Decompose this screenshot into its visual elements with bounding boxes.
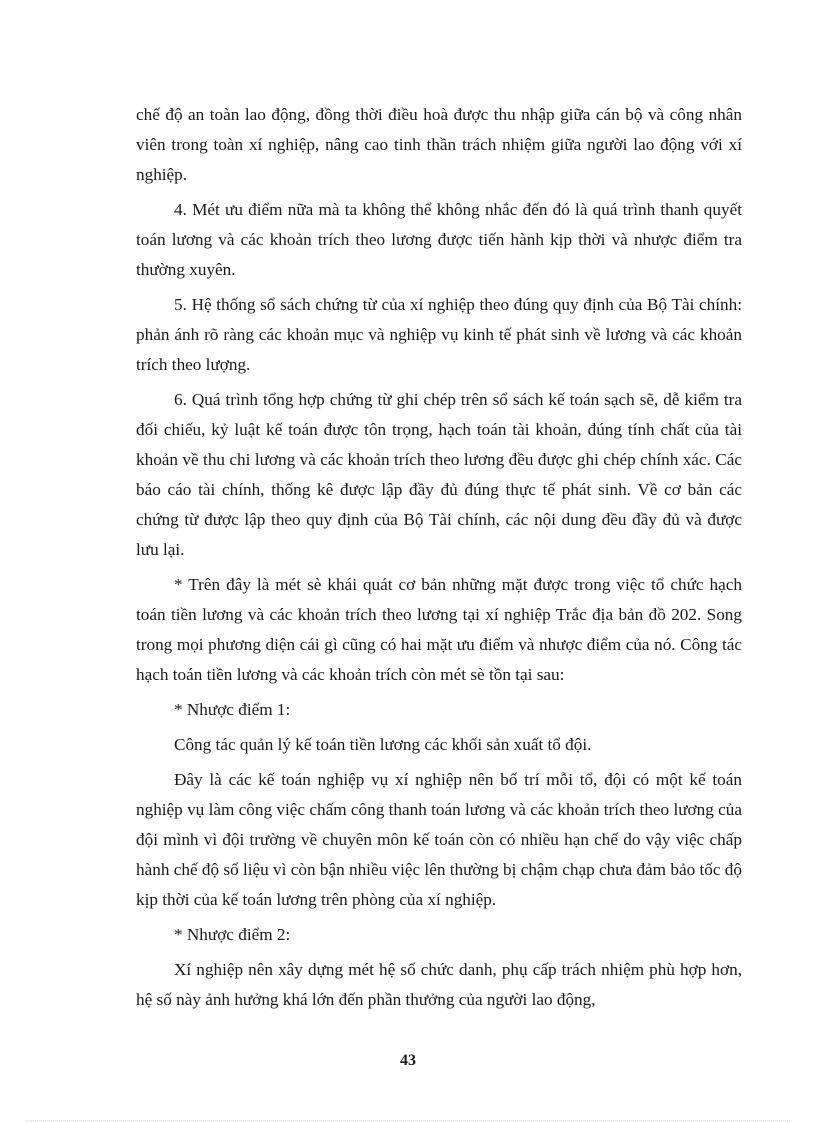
- paragraph-5: * Trên đây là mét sè khái quát cơ bản những mặt được trong việc tổ chức hạch toán tiền lương và các khoản trích theo lương tại xí nghiệp Trắc địa bản đồ 202. Song trong mọi phương diện cái gì cũng có hai mặt ưu điểm và nhược điểm của nó. Công tác hạch toán tiền lương và các khoản trích còn mét sè tồn tại sau:: [136, 575, 742, 684]
- paragraph-9: * Nhược điểm 2:: [174, 925, 291, 944]
- page-bottom-divider: [26, 1120, 790, 1121]
- paragraph-8: Đây là các kế toán nghiệp vụ xí nghiệp nên bố trí mỗi tổ, đội có một kế toán nghiệp vụ làm công việc chấm công thanh toán lương và các khoản trích theo lương của đội mình vì đội trường về chuyên môn kế toán còn có nhiều hạn chế do vậy việc chấp hành chế độ số liệu vì còn bận nhiều việc lên thường bị chậm chạp chưa đảm bảo tốc độ kịp thời của kế toán lương trên phòng của xí nghiệp.: [136, 770, 742, 909]
- paragraph-4: 6. Quá trình tổng hợp chứng từ ghi chép trên sổ sách kế toán sạch sẽ, dễ kiểm tra đối chiếu, kỷ luật kế toán được tôn trọng, hạch toán tài khoản, đúng tính chất của tài khoản về thu chi lương và các khoản trích theo lương đều được ghi chép chính xác. Các báo cáo tài chính, thống kê được lập đầy đủ đúng thực tế phát sinh. Về cơ bản các chứng từ được lập theo quy định của Bộ Tài chính, các nội dung đều đầy đủ và được lưu lại.: [136, 390, 742, 559]
- paragraph-10: Xí nghiệp nên xây dựng mét hệ số chức danh, phụ cấp trách nhiệm phù hợp hơn, hệ số này ảnh hưởng khá lớn đến phần thưởng của người lao động,: [136, 960, 742, 1009]
- page-number: 43: [400, 1052, 416, 1069]
- paragraph-6: * Nhược điểm 1:: [174, 700, 291, 719]
- paragraph-2: 4. Mét ưu điểm nữa mà ta không thể không nhắc đến đó là quá trình thanh quyết toán lương và các khoản trích theo lương được tiến hành kịp thời và nhược điểm tra thường xuyên.: [136, 200, 742, 279]
- body-text: [136, 100, 742, 1020]
- paragraph-1: chế độ an toàn lao động, đồng thời điều hoà được thu nhập giữa cán bộ và công nhân viên trong toàn xí nghiệp, nâng cao tinh thần trách nhiệm giữa người lao động với xí nghiệp.: [136, 105, 742, 184]
- paragraph-3: 5. Hệ thống sổ sách chứng từ của xí nghiệp theo đúng quy định của Bộ Tài chính: phản ánh rõ ràng các khoản mục và nghiệp vụ kinh tế phát sinh về lương và các khoản trích theo lượng.: [136, 295, 742, 374]
- paragraph-7: Công tác quản lý kế toán tiền lương các khối sản xuất tổ đội.: [174, 735, 592, 754]
